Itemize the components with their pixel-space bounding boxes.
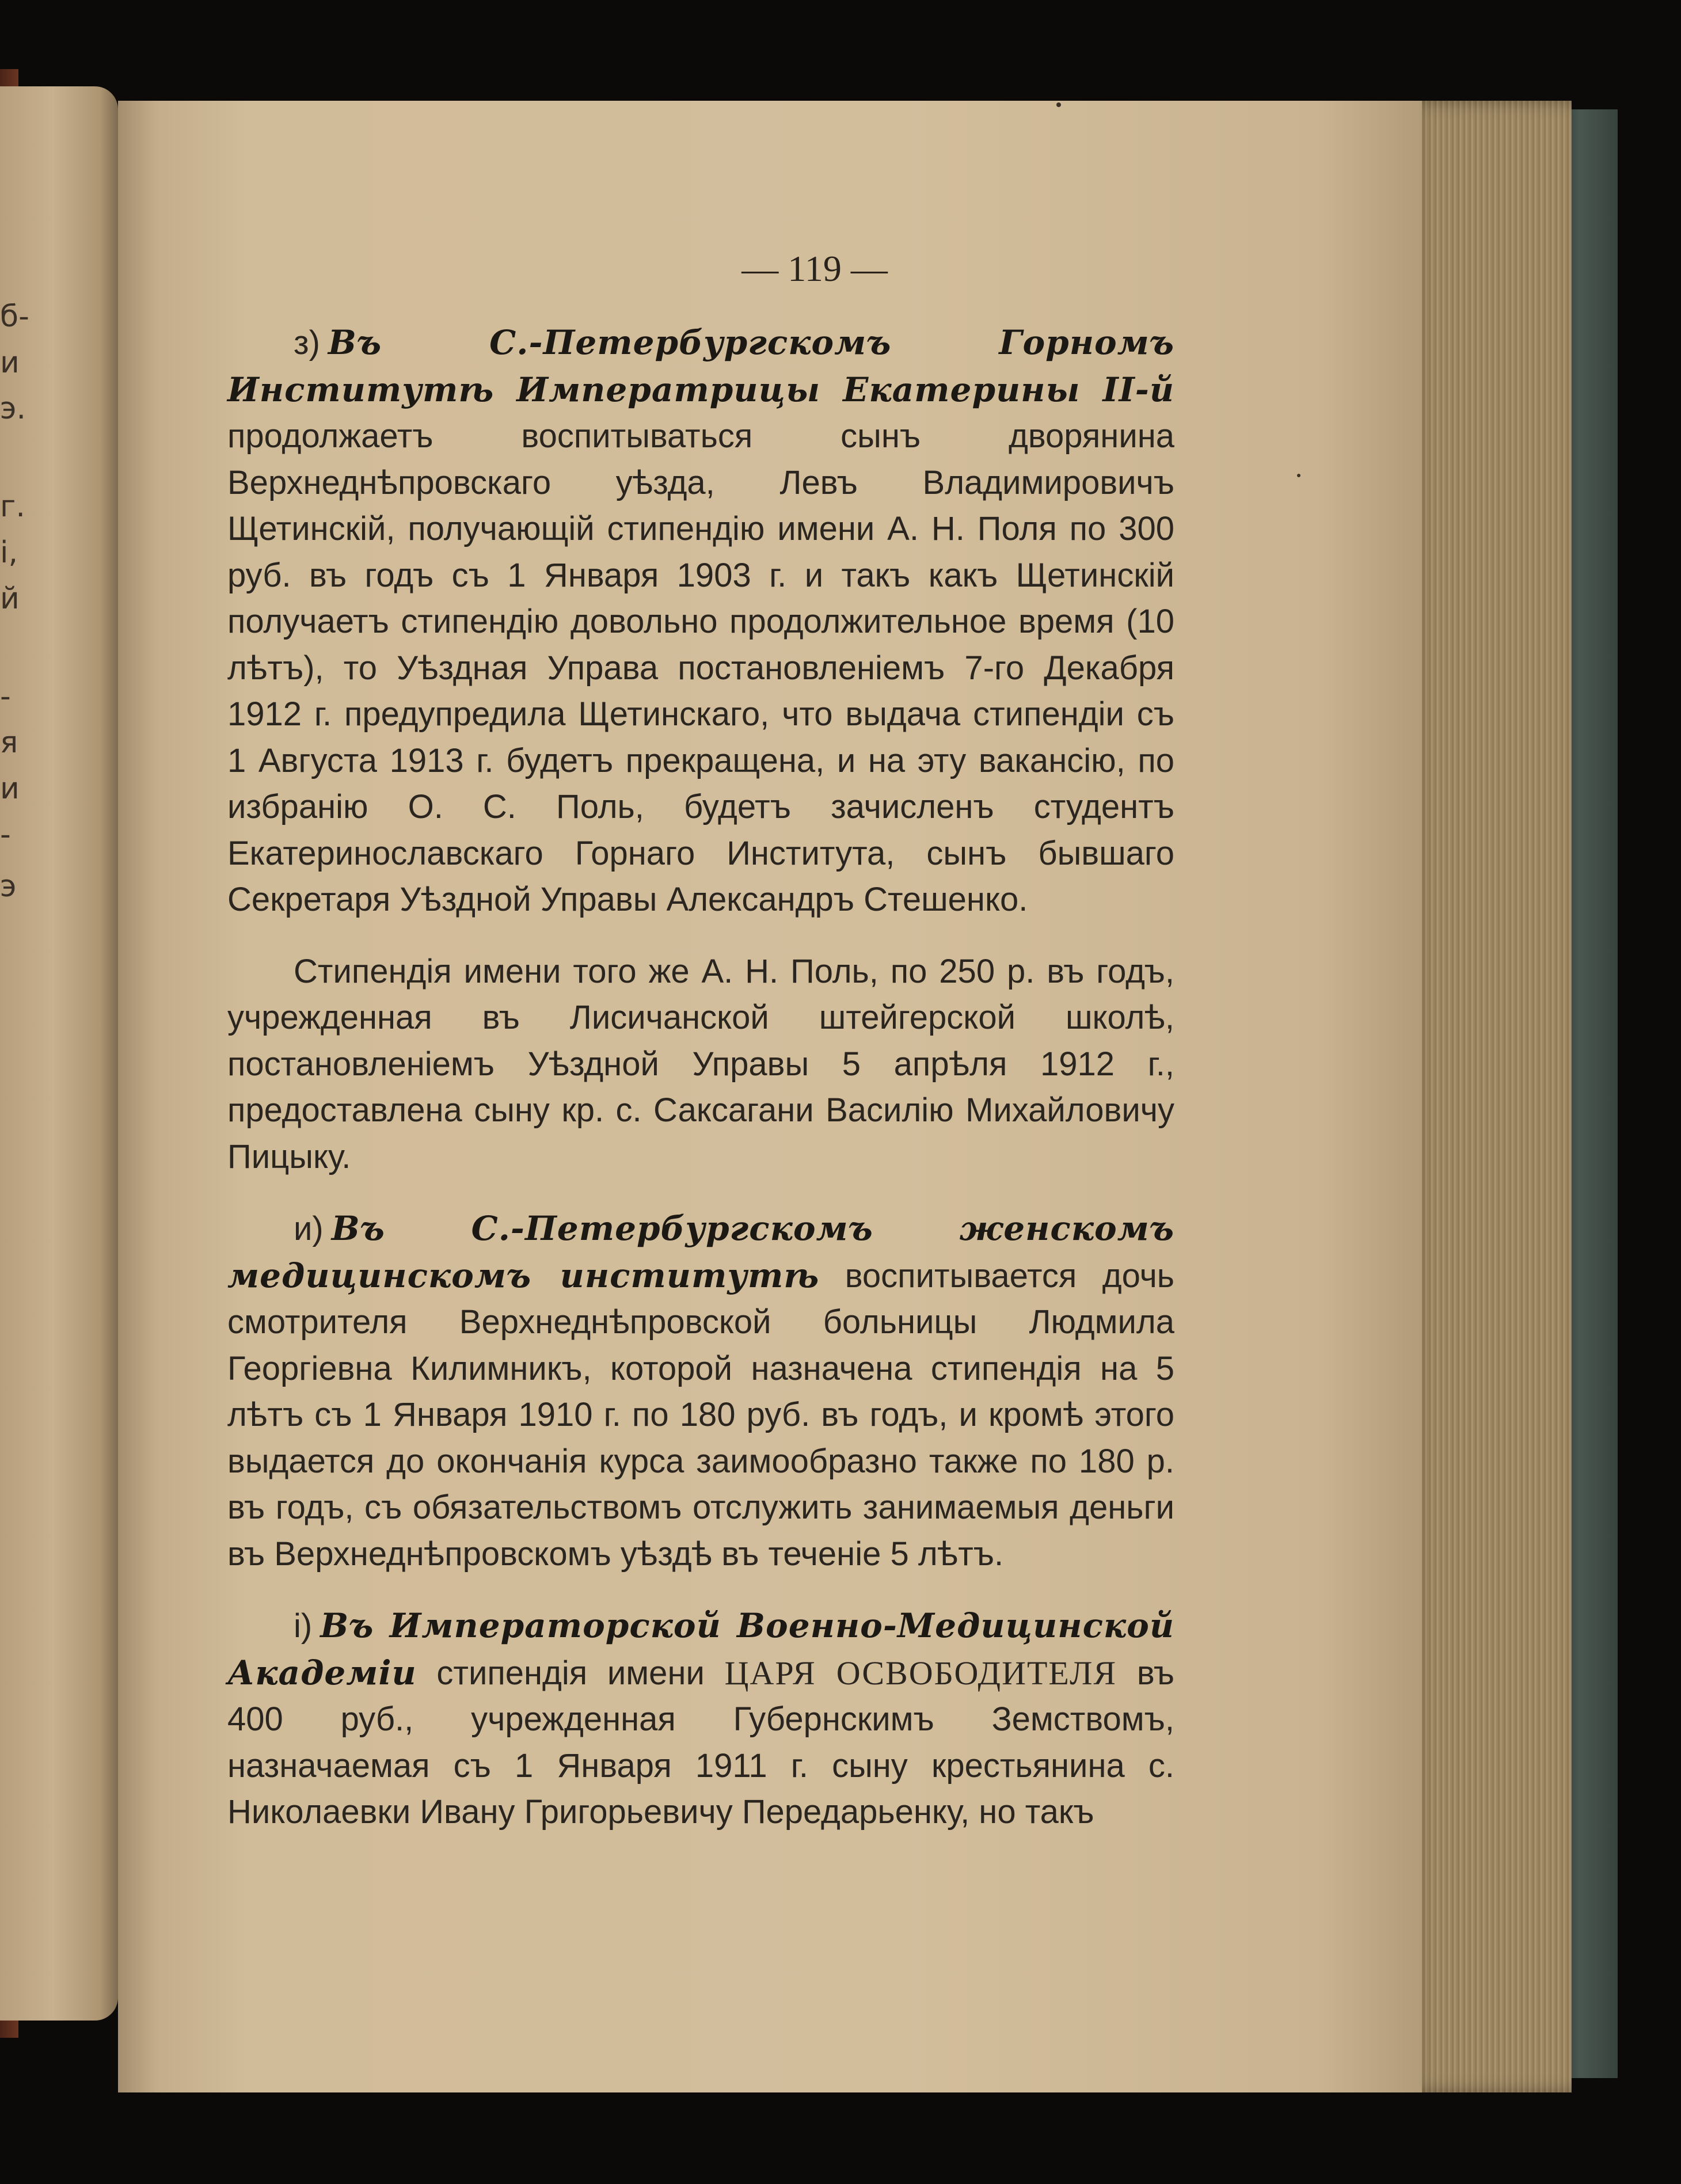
speck <box>1297 474 1300 477</box>
paragraph-i <box>227 1205 1174 1577</box>
paragraph-marker: і) <box>294 1607 313 1645</box>
paragraph-text: въ 400 руб., учрежденная Губернскимъ Земствомъ, назначаемая съ 1 Января 1911 г. сыну крестьянина с. Николаевки Ивану Григорьевичу Передарьенку, но такъ <box>227 1654 1174 1831</box>
paragraph-text: Стипендія имени того же А. Н. Поль, по 250 р. въ годъ, учрежденная въ Лисичанской штейгерской школѣ, постановленіемъ Уѣздной Управы 5 апрѣля 1912 г., предоставлена сыну кр. с. Саксагани Василію Михайловичу Пицыку. <box>227 952 1174 1175</box>
left-page-fragment: й <box>0 581 20 616</box>
left-page-fragment: б- <box>0 299 29 334</box>
left-page-fragment: и <box>0 345 20 380</box>
page-number: — 119 — <box>741 248 888 289</box>
paragraph-marker: з) <box>294 324 320 362</box>
paragraph-heading: Въ С.-Петербургскомъ Горномъ Институтѣ Императрицы Екатерины II-й <box>227 323 1174 409</box>
left-page-fragment: и <box>0 771 20 806</box>
left-page-fragment: - <box>0 817 11 852</box>
paragraph-small-caps: ЦАРЯ ОСВОБОДИТЕЛЯ <box>724 1654 1117 1692</box>
paragraph-i-dot <box>227 1603 1174 1836</box>
paragraph-text: воспитывается дочь смотрителя Верхнеднѣпровской больницы Людмила Георгіевна Килимникъ, которой назначена стипендія на 5 лѣтъ съ 1 Января 1910 г. по 180 руб. въ годъ, и кромѣ этого выдается до окончанія курса заимообразно также по 180 р. въ годъ, съ обязательствомъ отслужить занимаемыя деньги въ Верхнеднѣпровскомъ уѣздѣ въ теченіе 5 лѣтъ. <box>227 1257 1174 1573</box>
paragraph-stipend <box>227 949 1174 1181</box>
left-page-fragment: і, <box>0 535 18 570</box>
paragraph-text: стипендія имени <box>436 1654 705 1692</box>
page-body <box>227 319 1174 1836</box>
left-page-fragment: э. <box>0 391 26 426</box>
left-page-fragment: - <box>0 679 11 714</box>
left-page-fragment: г. <box>0 489 25 524</box>
page-fore-edge <box>1405 101 1572 2092</box>
paragraph-heading: Въ С.-Петербургскомъ женскомъ медицинскомъ институтѣ <box>227 1209 1174 1295</box>
paragraph-text: продолжаетъ воспитываться сынъ дворянина Верхнеднѣпровскаго уѣзда, Левъ Владимировичъ Щетинскій, получающій стипендію имени А. Н. Поля по 300 руб. въ годъ съ 1 Января 1903 г. и такъ какъ Щетинскій получаетъ стипендію довольно продолжительное время (10 лѣтъ), то Уѣздная Управа постановленіемъ 7-го Декабря 1912 г. предупредила Щетинскаго, что выдача стипендіи съ 1 Августа 1913 г. будетъ прекращена, и на эту вакансію, по избранію О. С. Поль, будетъ зачисленъ студентъ Екатеринославскаго Горнаго Института, сынъ бывшаго Секретаря Уѣздной Управы Александръ Стешенко. <box>227 417 1174 918</box>
left-page-fragment: я <box>0 725 18 760</box>
speck <box>1056 102 1061 107</box>
paragraph-marker: и) <box>294 1210 324 1247</box>
left-page-fragment: э <box>0 869 17 904</box>
paragraph-heading: Въ Императорской Военно-Медицинской Академіи <box>227 1606 1174 1692</box>
paragraph-z <box>227 319 1174 923</box>
